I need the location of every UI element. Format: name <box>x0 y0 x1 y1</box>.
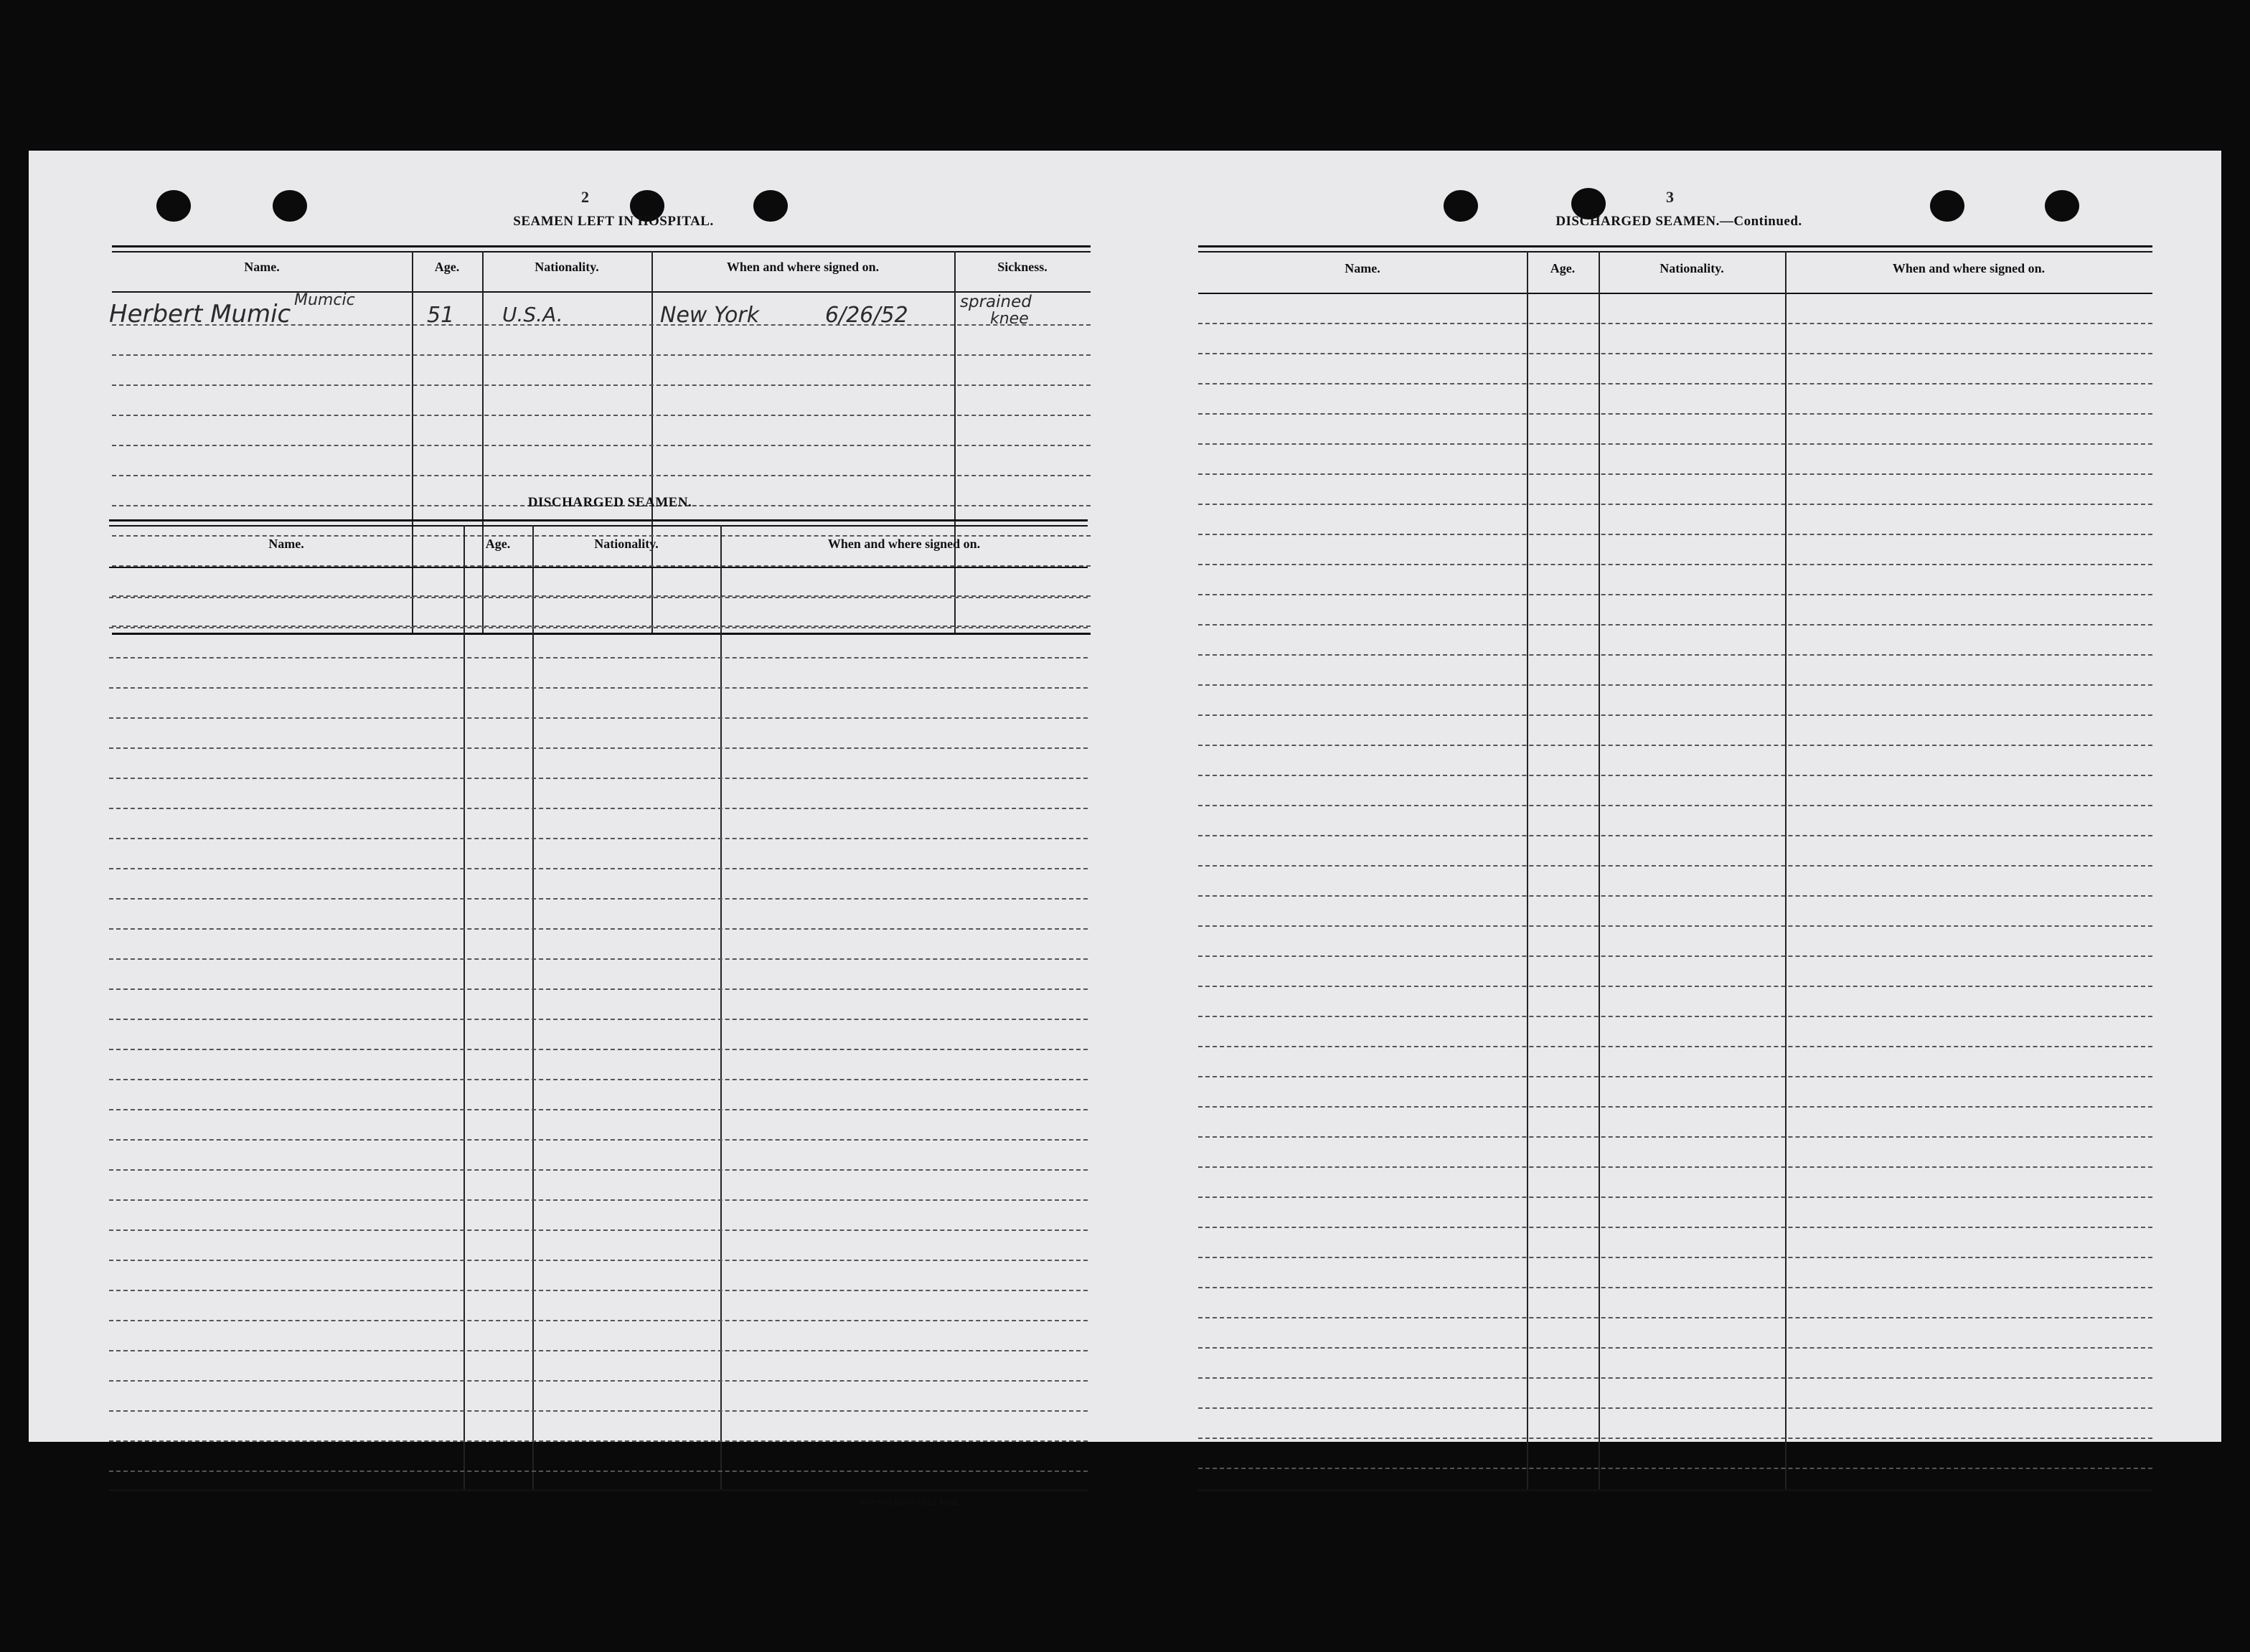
discharged-row-line <box>109 1350 1088 1351</box>
hospital-top-rule-2 <box>112 251 1091 252</box>
right-row-line <box>1198 684 2152 686</box>
hospital-divider <box>412 251 413 633</box>
binder-hole <box>2045 190 2079 222</box>
right-col-name: Name. <box>1345 261 1380 275</box>
right-col-nationality: Nationality. <box>1660 261 1724 275</box>
discharged-row-line <box>109 898 1088 900</box>
hospital-row-line <box>112 415 1091 416</box>
hospital-header-rule <box>112 291 1091 293</box>
right-row-line <box>1198 564 2152 565</box>
right-row-line <box>1198 473 2152 475</box>
right-row-line <box>1198 1136 2152 1138</box>
discharged-row-line <box>109 1049 1088 1050</box>
discharged-row-line <box>109 1079 1088 1080</box>
discharged-row-line <box>109 717 1088 719</box>
discharged-top-rule <box>109 519 1088 521</box>
ledger-paper <box>29 151 2221 1506</box>
hospital-row-line <box>112 384 1091 386</box>
discharged-row-line <box>109 868 1088 869</box>
right-row-line <box>1198 1257 2152 1258</box>
discharged-row-line <box>109 1139 1088 1141</box>
discharged-row-line <box>109 778 1088 779</box>
discharged-row-line <box>109 1290 1088 1291</box>
right-row-line <box>1198 986 2152 987</box>
hospital-col-sickness: Sickness. <box>997 260 1048 274</box>
right-row-line <box>1198 805 2152 806</box>
right-top-rule-2 <box>1198 251 2152 252</box>
discharged-divider <box>463 525 465 1489</box>
binder-hole <box>1444 190 1478 222</box>
page-number-right: 3 <box>1666 188 1674 206</box>
right-row-line <box>1198 1407 2152 1409</box>
discharged-row-line <box>109 808 1088 809</box>
right-divider <box>1527 251 1528 1489</box>
discharged-divider <box>720 525 722 1489</box>
discharged-row-line <box>109 1229 1088 1231</box>
discharged-top-rule-2 <box>109 525 1088 527</box>
entry-place: New York <box>660 303 760 328</box>
page-number-left: 2 <box>581 188 589 206</box>
right-row-line <box>1198 624 2152 626</box>
right-row-line <box>1198 1438 2152 1439</box>
right-row-line <box>1198 775 2152 776</box>
right-col-signed-on: When and where signed on. <box>1892 261 2046 275</box>
discharged-header-rule <box>109 567 1088 568</box>
right-top-rule <box>1198 245 2152 247</box>
discharged-continued-title: DISCHARGED SEAMEN.—Continued. <box>1555 214 1802 229</box>
discharged-row-line <box>109 687 1088 689</box>
discharged-row-line <box>109 1199 1088 1201</box>
continued-footnote: CONTINUED ON NEXT PAGE. <box>861 1499 961 1506</box>
right-row-line <box>1198 323 2152 324</box>
entry-name-correction: Mumcic <box>294 291 355 309</box>
right-row-line <box>1198 955 2152 957</box>
right-row-line <box>1198 353 2152 354</box>
discharged-row-line <box>109 597 1088 598</box>
entry-name: Herbert Mumic <box>109 300 291 329</box>
hospital-col-nationality: Nationality. <box>535 260 599 274</box>
right-row-line <box>1198 504 2152 505</box>
discharged-row-line <box>109 1260 1088 1261</box>
right-divider <box>1599 251 1600 1489</box>
discharged-col-age: Age. <box>485 537 511 551</box>
hospital-top-rule <box>112 245 1091 247</box>
right-row-line <box>1198 1377 2152 1379</box>
right-row-line <box>1198 1196 2152 1198</box>
right-row-line <box>1198 1166 2152 1168</box>
hospital-col-name: Name. <box>244 260 280 274</box>
hospital-divider <box>954 251 956 633</box>
right-row-line <box>1198 1287 2152 1288</box>
discharged-row-line <box>109 1169 1088 1171</box>
right-row-line <box>1198 1106 2152 1108</box>
discharged-divider <box>532 525 534 1489</box>
entry-age: 51 <box>427 303 455 328</box>
hospital-section-title: SEAMEN LEFT IN HOSPITAL. <box>513 214 714 229</box>
discharged-row-line <box>109 1440 1088 1442</box>
discharged-row-line <box>109 838 1088 839</box>
right-row-line <box>1198 534 2152 535</box>
discharged-row-line <box>109 988 1088 990</box>
hospital-divider <box>482 251 484 633</box>
right-row-line <box>1198 1347 2152 1349</box>
entry-sickness-line1: sprained <box>960 293 1032 311</box>
discharged-row-line <box>109 1109 1088 1110</box>
right-row-line <box>1198 654 2152 656</box>
discharged-row-line <box>109 928 1088 930</box>
entry-date: 6/26/52 <box>825 303 908 328</box>
right-row-line <box>1198 1317 2152 1318</box>
discharged-row-line <box>109 1410 1088 1412</box>
right-divider <box>1785 251 1787 1489</box>
hospital-row-line <box>112 445 1091 446</box>
right-row-line <box>1198 383 2152 384</box>
discharged-row-line <box>109 657 1088 659</box>
discharged-col-name: Name. <box>268 537 304 551</box>
right-row-line <box>1198 714 2152 716</box>
hospital-col-signed-on: When and where signed on. <box>726 260 880 274</box>
discharged-row-line <box>109 1320 1088 1321</box>
discharged-bottom-rule <box>109 1489 1088 1491</box>
binder-hole <box>1930 190 1964 222</box>
right-row-line <box>1198 925 2152 927</box>
entry-sickness-line2: knee <box>990 310 1029 328</box>
right-row-line <box>1198 865 2152 867</box>
right-row-line <box>1198 745 2152 746</box>
right-row-line <box>1198 1076 2152 1077</box>
discharged-row-line <box>109 1471 1088 1472</box>
binder-hole <box>156 190 191 222</box>
right-row-line <box>1198 594 2152 595</box>
entry-nationality: U.S.A. <box>502 303 563 326</box>
hospital-divider <box>651 251 653 633</box>
discharged-col-signed-on: When and where signed on. <box>827 537 981 551</box>
discharged-row-line <box>109 958 1088 960</box>
discharged-col-nationality: Nationality. <box>594 537 659 551</box>
discharged-section-title: DISCHARGED SEAMEN. <box>527 495 692 510</box>
right-row-line <box>1198 1468 2152 1469</box>
right-row-line <box>1198 835 2152 836</box>
hospital-row-line <box>112 475 1091 476</box>
right-row-line <box>1198 1227 2152 1228</box>
discharged-row-line <box>109 627 1088 628</box>
hospital-col-age: Age. <box>434 260 460 274</box>
right-header-rule <box>1198 293 2152 294</box>
right-bottom-rule <box>1198 1489 2152 1491</box>
hospital-bottom-rule <box>112 633 1091 635</box>
right-col-age: Age. <box>1550 261 1576 275</box>
discharged-row-line <box>109 747 1088 749</box>
right-row-line <box>1198 1046 2152 1047</box>
hospital-row-line <box>112 354 1091 356</box>
discharged-row-line <box>109 1019 1088 1020</box>
right-row-line <box>1198 895 2152 897</box>
right-row-line <box>1198 1016 2152 1017</box>
right-row-line <box>1198 443 2152 445</box>
right-row-line <box>1198 413 2152 415</box>
discharged-row-line <box>109 1380 1088 1382</box>
binder-hole <box>273 190 307 222</box>
